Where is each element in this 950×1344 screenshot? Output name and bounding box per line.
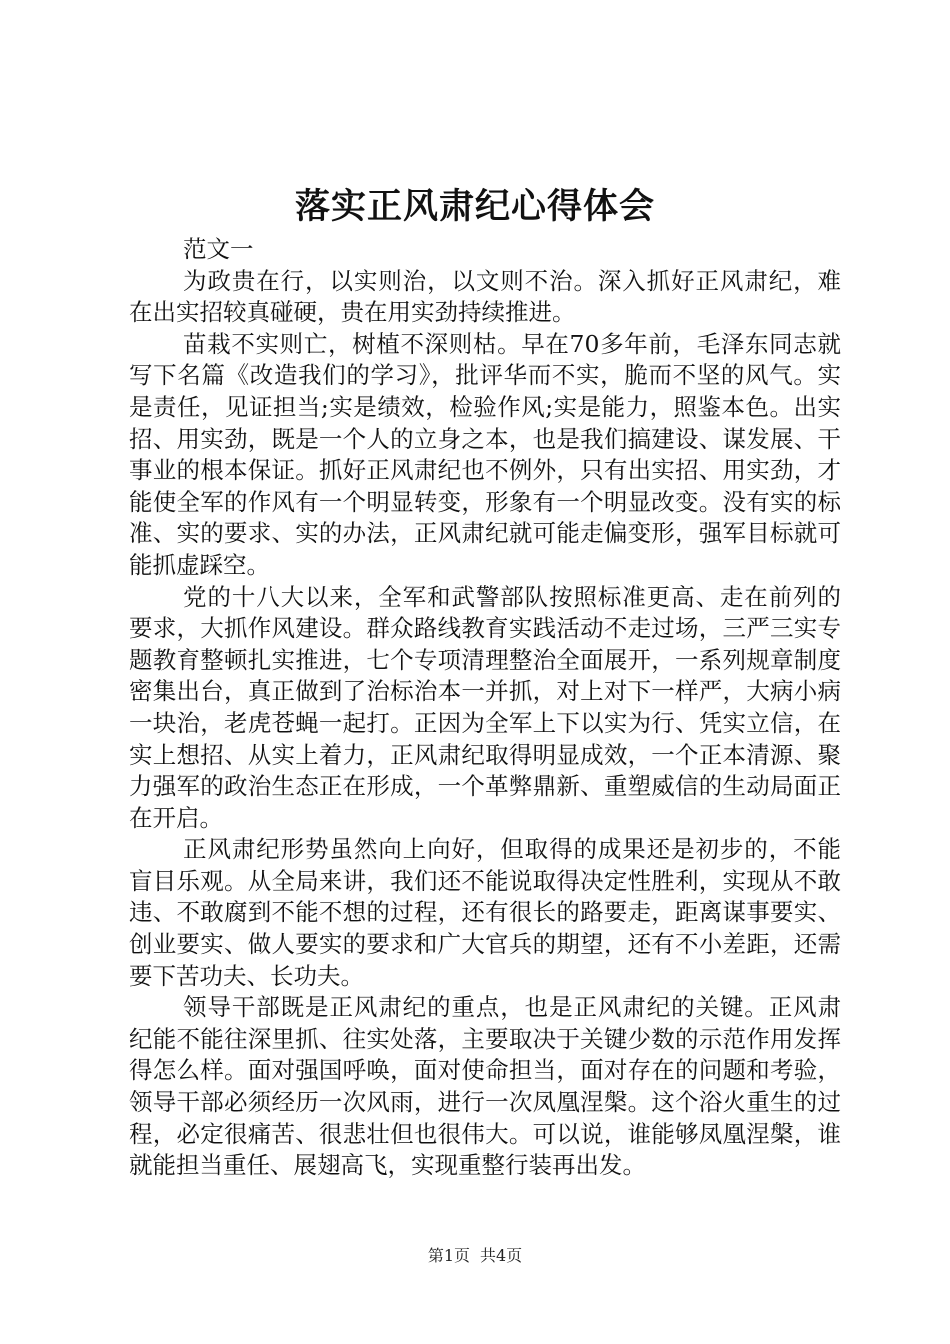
- paragraph: 为政贵在行，以实则治，以文则不治。深入抓好正风肃纪，难在出实招较真碰硬，贵在用实劲持续推进。: [129, 266, 841, 327]
- page-footer: [0, 1245, 950, 1267]
- paragraph: 党的十八大以来，全军和武警部队按照标准更高、走在前列的要求，大抓作风建设。群众路线教育实践活动不走过场，三严三实专题教育整顿扎实推进，七个专项清理整治全面展开，一系列规章制度密集出台，真正做到了治标治本一并抓，对上对下一样严，大病小病一块治，老虎苍蝇一起打。正因为全军上下以实为行、凭实立信，在实上想招、从实上着力，正风肃纪取得明显成效，一个正本清源、聚力强军的政治生态正在形成，一个革弊鼎新、重塑威信的生动局面正在开启。: [129, 582, 841, 832]
- page-number: 第1页: [427, 1246, 470, 1265]
- paragraph: 正风肃纪形势虽然向上向好，但取得的成果还是初步的，不能盲目乐观。从全局来讲，我们还不能说取得决定性胜利，实现从不敢违、不敢腐到不能不想的过程，还有很长的路要走，距离谋事要实、创业要实、做人要实的要求和广大官兵的期望，还有不小差距，还需要下苦功夫、长功夫。: [129, 835, 841, 990]
- paragraph: 苗栽不实则亡，树植不深则枯。早在70多年前，毛泽东同志就写下名篇《改造我们的学习》，批评华而不实，脆而不坚的风气。实是责任，见证担当;实是绩效，检验作风;实是能力，照鉴本色。出实招、用实劲，既是一个人的立身之本，也是我们搞建设、谋发展、干事业的根本保证。抓好正风肃纪也不例外，只有出实招、用实劲，才能使全军的作风有一个明显转变，形象有一个明显改变。没有实的标准、实的要求、实的办法，正风肃纪就可能走偏变形，强军目标就可能抓虚踩空。: [129, 329, 841, 579]
- document-title: 落实正风肃纪心得体会: [294, 186, 655, 227]
- page-total: 共4页: [480, 1246, 523, 1265]
- paragraph: 领导干部既是正风肃纪的重点，也是正风肃纪的关键。正风肃纪能不能往深里抓、往实处落，主要取决于关键少数的示范作用发挥得怎么样。面对强国呼唤，面对使命担当，面对存在的问题和考验，领导干部必须经历一次风雨，进行一次凤凰涅槃。这个浴火重生的过程，必定很痛苦、很悲壮但也很伟大。可以说，谁能够凤凰涅槃，谁就能担当重任、展翅高飞，实现重整行装再出发。: [129, 993, 841, 1180]
- document-body: [129, 234, 841, 1182]
- section-heading: 范文一: [183, 235, 254, 263]
